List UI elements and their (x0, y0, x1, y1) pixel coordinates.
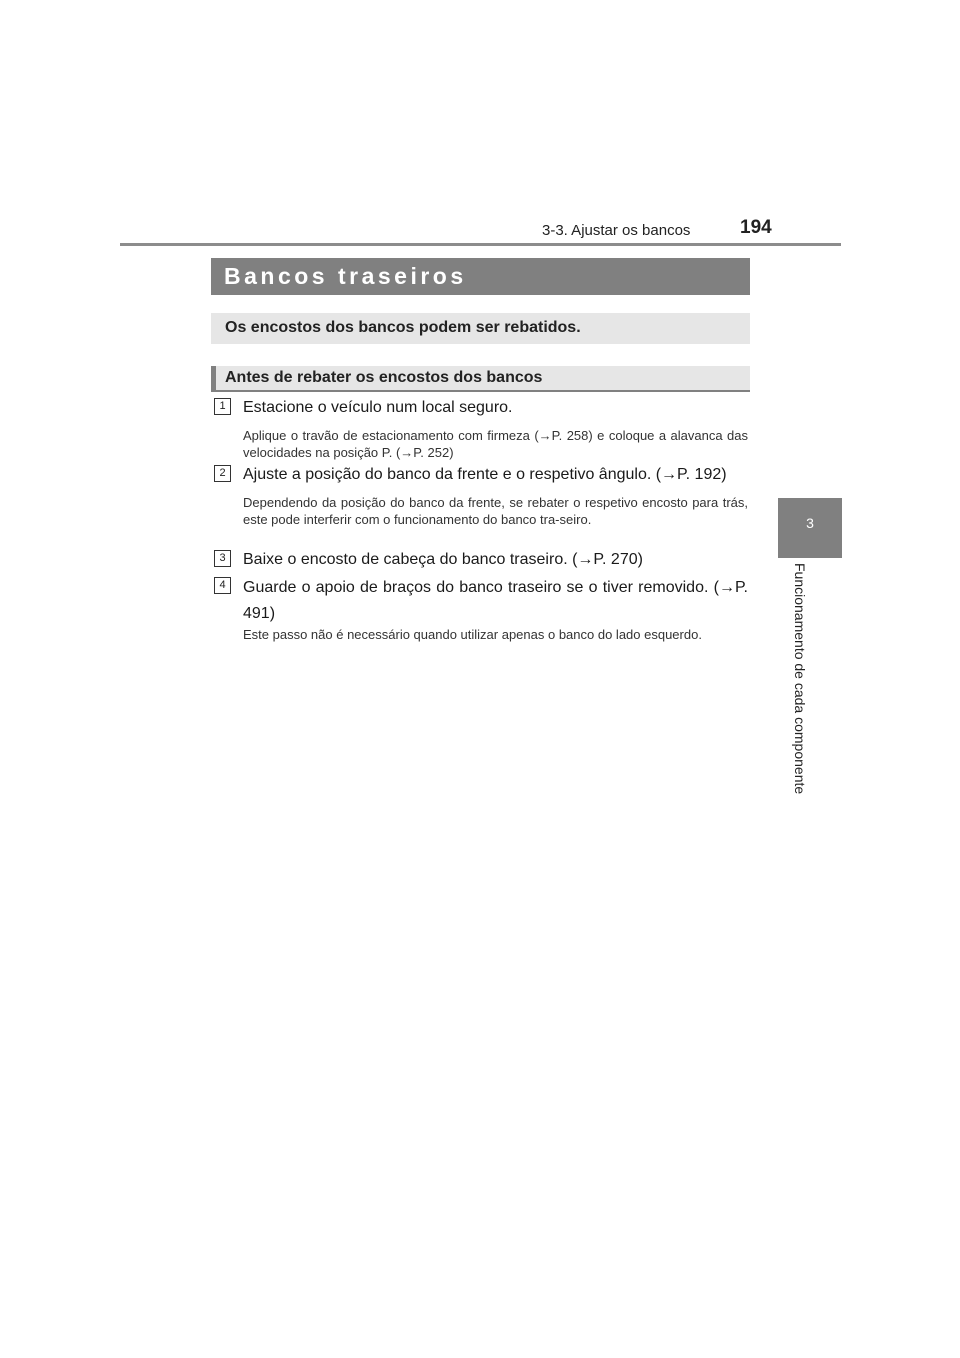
step-text: Guarde o apoio de braços do banco traseiro se o tiver removido. (→P. 491) (243, 579, 748, 622)
subheading-bar (211, 366, 750, 392)
subtitle: Os encostos dos bancos podem ser rebatidos. (225, 319, 581, 336)
step-text: Ajuste a posição do banco da frente e o respetivo ângulo. (→P. 192) (243, 466, 727, 483)
chapter-label: Funcionamento de cada componente (792, 563, 808, 795)
step-number-badge: 1 (214, 398, 231, 415)
header-divider (120, 243, 841, 246)
step-text: Estacione o veículo num local seguro. (243, 399, 513, 416)
step-number-badge: 4 (214, 577, 231, 594)
subtitle-bar (211, 313, 750, 344)
step-note: Dependendo da posição do banco da frente, se rebater o respetivo encosto para trás, este pode interferir com o funcionamento do banco tra-seiro. (243, 495, 748, 527)
step-note: Aplique o travão de estacionamento com firmeza (→P. 258) e coloque a alavanca das velocidades na posição P. (→P. 252) (243, 428, 748, 460)
step-number-badge: 3 (214, 550, 231, 567)
chapter-tab (778, 498, 842, 558)
step-text: Baixe o encosto de cabeça do banco traseiro. (→P. 270) (243, 551, 643, 568)
step-note: Este passo não é necessário quando utilizar apenas o banco do lado esquerdo. (243, 627, 702, 642)
page-title-bar (211, 258, 750, 295)
subheading-accent (211, 366, 216, 392)
step-number-badge: 2 (214, 465, 231, 482)
page-title: Bancos traseiros (224, 263, 467, 289)
chapter-number: 3 (806, 515, 814, 531)
section-title: 3-3. Ajustar os bancos (542, 222, 691, 239)
page-number: 194 (740, 217, 772, 238)
subheading: Antes de rebater os encostos dos bancos (225, 369, 543, 386)
